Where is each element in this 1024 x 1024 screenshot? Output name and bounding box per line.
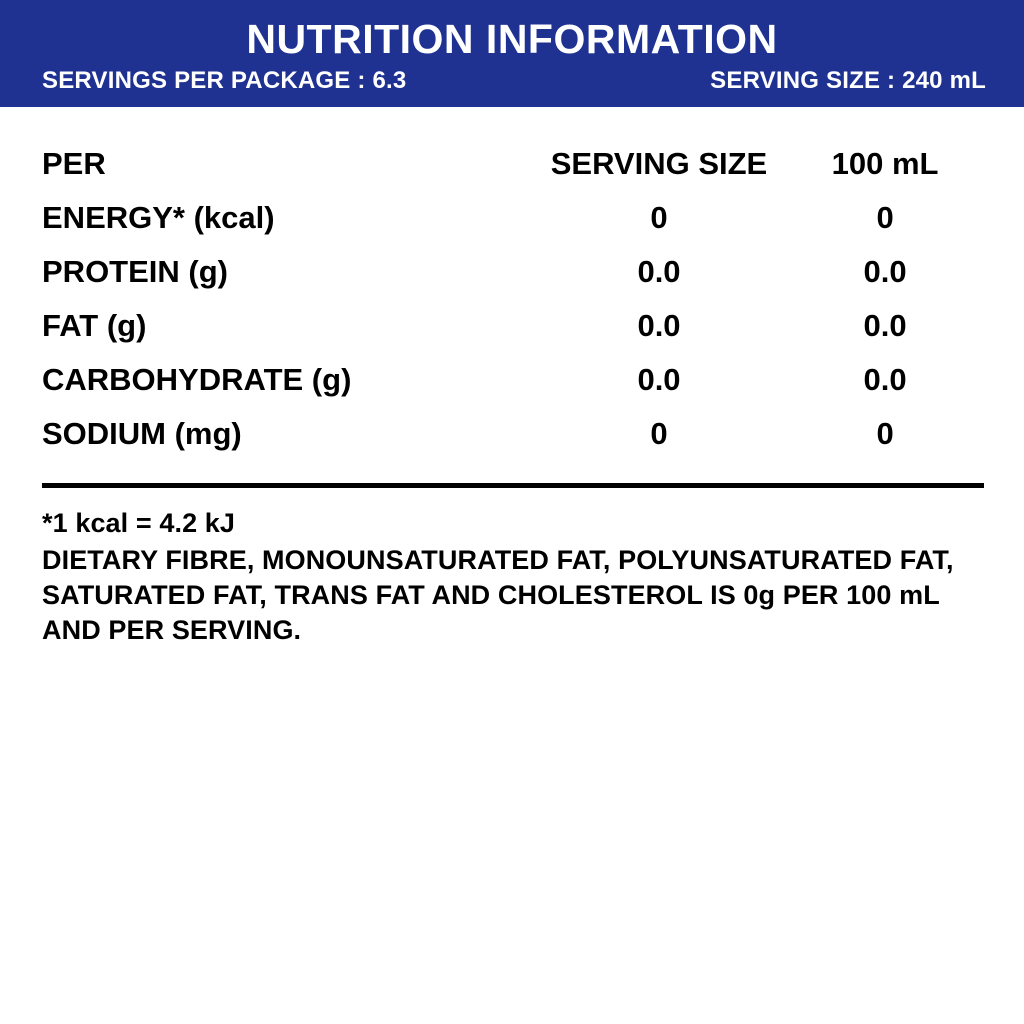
nutrient-label: CARBOHYDRATE (g): [42, 362, 352, 398]
nutrient-label: SODIUM (mg): [42, 416, 242, 452]
footnotes-section: [0, 488, 1024, 648]
nutrition-table-container: [0, 107, 1024, 461]
table-row: [42, 407, 984, 461]
table-row: [42, 191, 984, 245]
column-header-per: PER: [42, 146, 106, 182]
nutrient-100ml-value: 0: [876, 200, 894, 236]
nutrient-100ml-value: 0.0: [863, 254, 907, 290]
nutrient-100ml-value: 0.0: [863, 362, 907, 398]
nutrient-serving-value: 0: [650, 200, 668, 236]
nutrition-header: [0, 0, 1024, 107]
nutrient-label: PROTEIN (g): [42, 254, 228, 290]
table-row: [42, 353, 984, 407]
column-header-100ml: 100 mL: [831, 146, 939, 182]
nutrient-label: FAT (g): [42, 308, 147, 344]
table-row: [42, 245, 984, 299]
nutrient-serving-value: 0.0: [637, 362, 681, 398]
nutrition-table: [42, 137, 984, 461]
nutrient-serving-value: 0.0: [637, 308, 681, 344]
table-row: [42, 299, 984, 353]
nutrient-serving-value: 0: [650, 416, 668, 452]
nutrient-100ml-value: 0: [876, 416, 894, 452]
nutrient-100ml-value: 0.0: [863, 308, 907, 344]
kcal-conversion-note: *1 kcal = 4.2 kJ: [42, 508, 236, 539]
nutrient-label: ENERGY* (kcal): [42, 200, 275, 236]
zero-nutrients-statement: DIETARY FIBRE, MONOUNSATURATED FAT, POLYUNSATURATED FAT, SATURATED FAT, TRANS FAT AND CHOLESTEROL IS 0g PER 100 mL AND PER SERVING.: [42, 545, 954, 646]
serving-size: SERVING SIZE : 240 mL: [710, 67, 986, 95]
table-header-row: [42, 137, 984, 191]
servings-per-package: SERVINGS PER PACKAGE : 6.3: [42, 67, 407, 95]
page-title: NUTRITION INFORMATION: [246, 16, 778, 62]
nutrient-serving-value: 0.0: [637, 254, 681, 290]
column-header-serving-size: SERVING SIZE: [550, 146, 768, 182]
header-subrow: [0, 67, 1024, 101]
